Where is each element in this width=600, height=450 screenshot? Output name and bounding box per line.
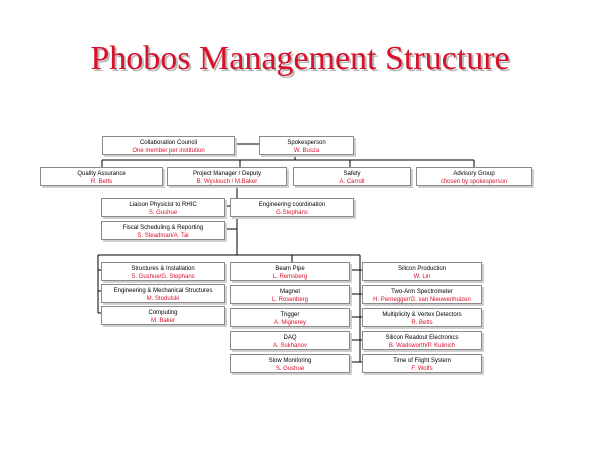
person-label: R. Betts <box>90 179 113 185</box>
role-label: DAQ <box>283 335 297 341</box>
box-slow-monitoring <box>230 354 350 373</box>
role-label: Project Manager / Deputy <box>192 171 262 177</box>
person-label: W. Busza <box>293 148 320 154</box>
role-label: Collaboration Council <box>139 140 198 146</box>
role-label: Safety <box>343 171 361 177</box>
person-label: S. Gushue/G. Stephans <box>131 274 195 280</box>
box-engineering-coordination <box>230 198 354 217</box>
box-engineering-mechanical <box>101 284 225 303</box>
person-label: S. Gushue <box>275 366 305 372</box>
box-silicon-production <box>362 262 482 281</box>
box-silicon-readout <box>362 331 482 350</box>
person-label: chosen by spokesperson <box>440 179 508 185</box>
role-label: Two-Arm Spectrometer <box>391 289 453 295</box>
person-label: R. Betts <box>411 320 433 326</box>
role-label: Time of Flight System <box>393 358 451 364</box>
role-label: Liaison Physicist to RHIC <box>129 202 197 208</box>
box-time-of-flight <box>362 354 482 373</box>
role-label: Spokesperson <box>287 140 326 146</box>
role-label: Multiplicity & Vertex Detectors <box>382 312 462 318</box>
box-spokesperson <box>259 136 354 155</box>
role-label: Magnet <box>279 289 300 295</box>
box-beam-pipe <box>230 262 350 281</box>
box-fiscal-scheduling <box>101 221 225 240</box>
box-trigger <box>230 308 350 327</box>
person-label: W. Lin <box>413 274 431 280</box>
person-label: A. Sukhanov <box>272 343 308 349</box>
box-quality-assurance <box>40 167 163 186</box>
page-title: Phobos Management Structure <box>90 40 510 77</box>
role-label: Engineering coordination <box>258 202 326 208</box>
role-label: Slow Monitoring <box>268 358 312 364</box>
person-label: B. Wyslouch / M.Baker <box>196 179 258 185</box>
person-label: A. Carroll <box>339 179 365 185</box>
role-label: Engineering & Mechanical Structures <box>113 288 213 294</box>
box-advisory-group <box>416 167 532 186</box>
person-label: L. Rosenberg <box>271 297 309 303</box>
person-label: H. Pernegger/G. van Nieuwenhuizen <box>373 297 471 303</box>
box-daq <box>230 331 350 350</box>
person-label: B. Wadsworth/P. Kulinich <box>388 343 456 349</box>
person-label: One member per institution <box>132 148 205 154</box>
role-label: Computing <box>148 310 178 316</box>
box-magnet <box>230 285 350 304</box>
person-label: A. Mignerey <box>273 320 306 326</box>
role-label: Silicon Production <box>397 266 447 272</box>
box-collaboration-council <box>102 136 235 155</box>
person-label: S. Gushue <box>148 210 178 216</box>
role-label: Beam Pipe <box>275 266 305 272</box>
person-label: L. Remsberg <box>272 274 308 280</box>
role-label: Quality Assurance <box>77 171 126 177</box>
box-safety <box>293 167 411 186</box>
role-label: Trigger <box>280 312 300 318</box>
box-liaison-physicist <box>101 198 225 217</box>
box-project-manager <box>167 167 287 186</box>
box-two-arm-spectrometer <box>362 285 482 304</box>
person-label: G.Stephans <box>276 210 308 216</box>
person-label: M. Baker <box>150 318 175 324</box>
box-multiplicity-vertex <box>362 308 482 327</box>
person-label: M. Stodulski <box>146 296 180 302</box>
role-label: Advisory Group <box>453 171 495 177</box>
box-computing <box>101 306 225 325</box>
person-label: S. Steadman/A. Tai <box>137 233 189 239</box>
box-structures-installation <box>101 262 225 281</box>
role-label: Structures & Installation <box>131 266 195 272</box>
role-label: Fiscal Scheduling & Reporting <box>122 225 204 231</box>
person-label: F. Wolfs <box>411 366 433 372</box>
role-label: Silicon Readout Electronics <box>385 335 459 341</box>
